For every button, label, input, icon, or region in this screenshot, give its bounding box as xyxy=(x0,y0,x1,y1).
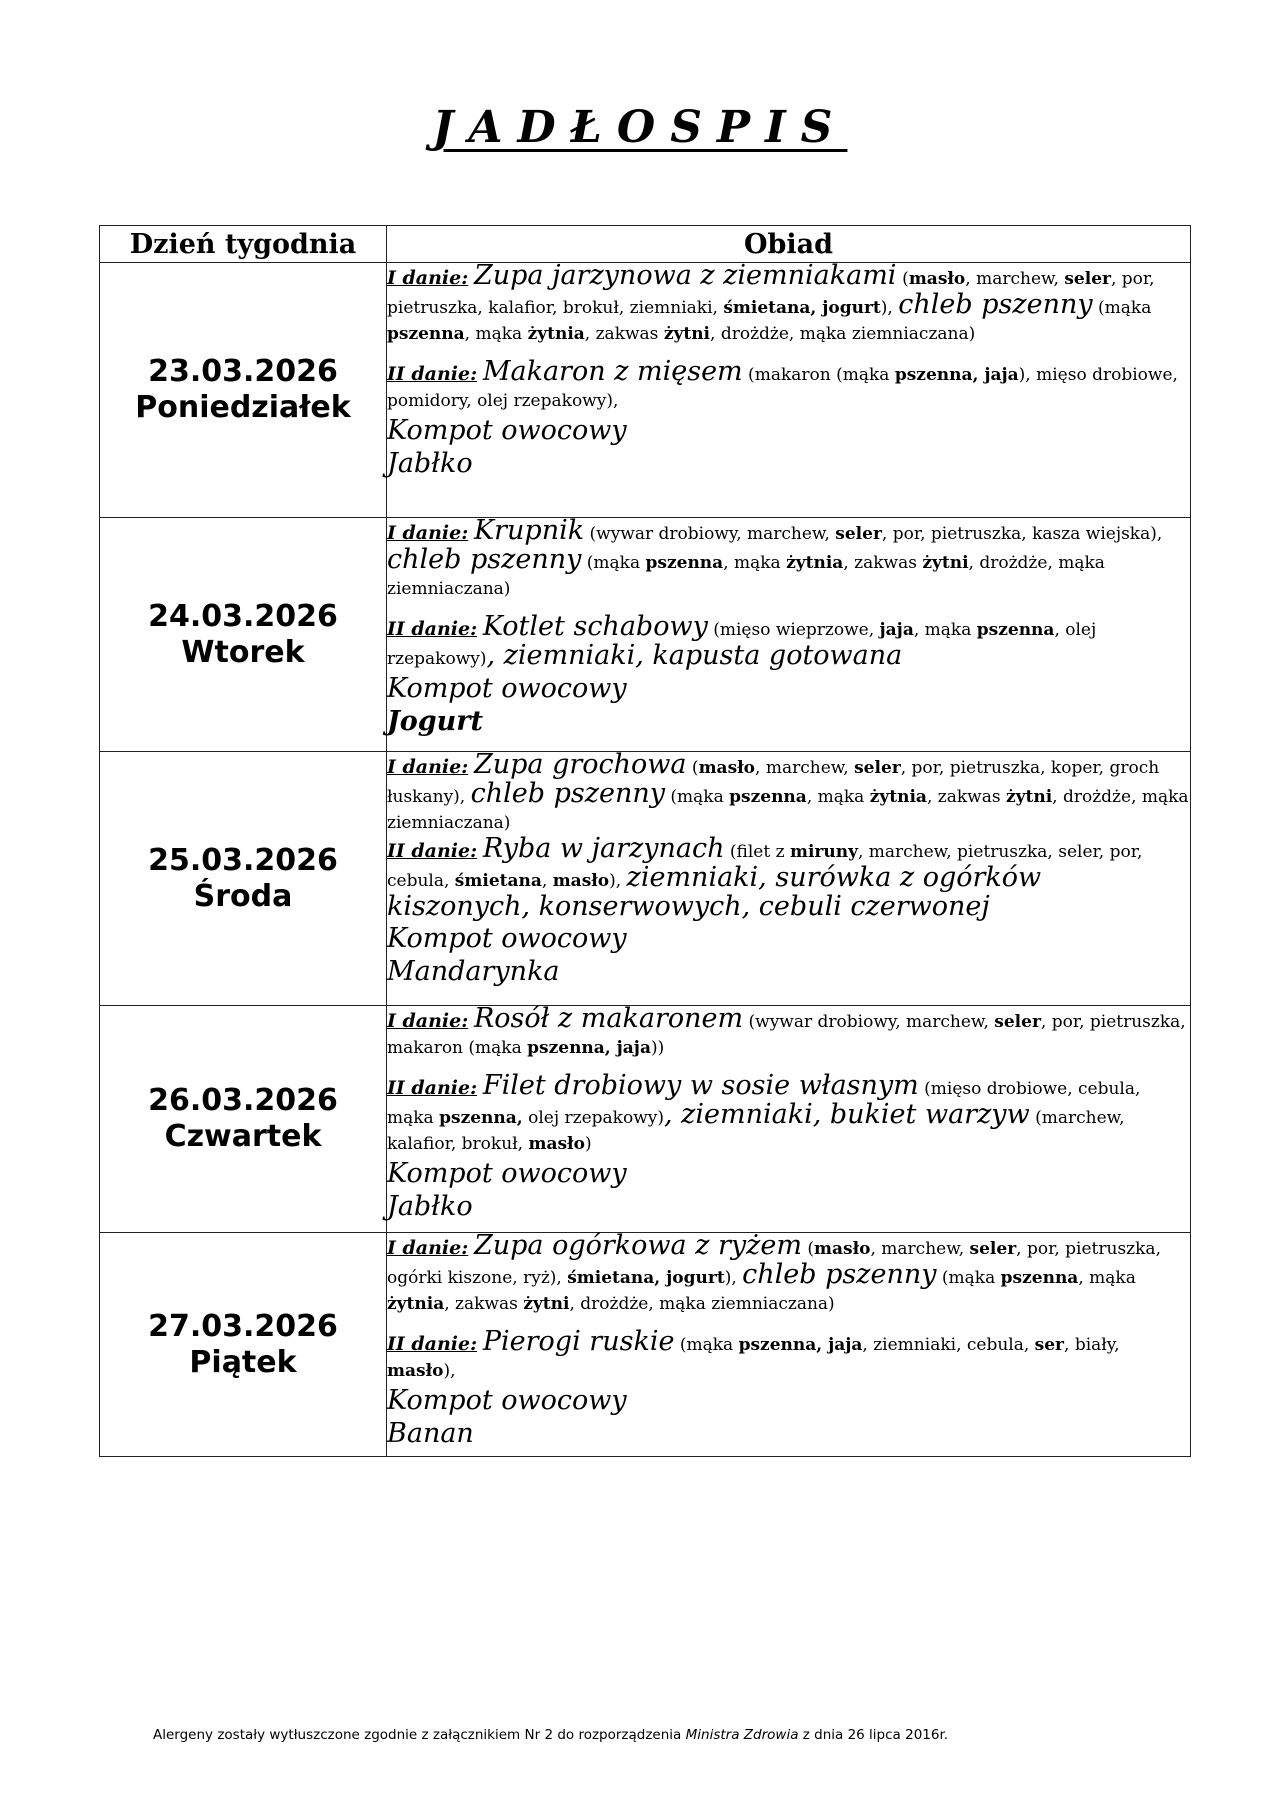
day-weekday: Czwartek xyxy=(164,1119,322,1154)
second-course: II danie: Pierogi ruskie (mąka pszenna, jaja, ziemniaki, cebula, ser, biały, masło), xyxy=(387,1326,1120,1381)
table-header-row xyxy=(100,226,1191,263)
day-date: 25.03.2026 xyxy=(148,842,338,878)
drink: Kompot owocowy xyxy=(387,923,627,954)
fruit: Jogurt xyxy=(387,706,483,737)
first-course: I danie: Rosół z makaronem (wywar drobiowy, marchew, seler, por, pietruszka, makaron (mąka pszenna, jaja)) xyxy=(387,1003,1186,1058)
fruit: Jabłko xyxy=(387,1191,473,1222)
second-course: II danie: Kotlet schabowy (mięso wieprzowe, jaja, mąka pszenna, olej rzepakowy), ziemniaki, kapusta gotowana xyxy=(387,611,1097,671)
second-course: II danie: Filet drobiowy w sosie własnym (mięso drobiowe, cebula, mąka pszenna, olej rzepakowy), ziemniaki, bukiet warzyw (marchew, kalafior, brokuł, masło) xyxy=(387,1070,1141,1154)
second-course: II danie: Ryba w jarzynach (filet z miruny, marchew, pietruszka, seler, por, cebula, śmietana, masło), ziemniaki, surówka z ogórków kiszonych, konserwowych, cebuli czerwonej xyxy=(387,833,1143,922)
day-cell xyxy=(100,263,387,518)
table-row xyxy=(100,1006,1191,1233)
first-course: I danie: Zupa jarzynowa z ziemniakami (masło, marchew, seler, por, pietruszka, kalafior, brokuł, ziemniaki, śmietana, jogurt), chleb pszenny (mąka pszenna, mąka żytnia, zakwas żytni, drożdże, mąka ziemniaczana) xyxy=(387,260,1155,344)
drink: Kompot owocowy xyxy=(387,415,627,446)
day-date: 27.03.2026 xyxy=(148,1308,338,1344)
day-weekday: Poniedziałek xyxy=(135,390,351,425)
day-weekday: Środa xyxy=(193,878,293,914)
meal-cell xyxy=(387,515,1191,752)
page-title: JADŁOSPIS xyxy=(432,102,848,153)
day-date: 24.03.2026 xyxy=(148,598,338,634)
day-date: 26.03.2026 xyxy=(148,1083,338,1118)
allergen-footnote: Alergeny zostały wytłuszczone zgodnie z załącznikiem Nr 2 do rozporządzenia Ministra Zdrowia z dnia 26 lipca 2016r. xyxy=(153,1727,949,1743)
header-day: Dzień tygodnia xyxy=(100,226,387,263)
day-cell xyxy=(100,752,387,1006)
day-weekday: Piątek xyxy=(189,1344,297,1380)
second-course: II danie: Makaron z mięsem (makaron (mąka pszenna, jaja), mięso drobiowe, pomidory, olej rzepakowy), xyxy=(387,356,1178,411)
table-row xyxy=(100,1233,1191,1457)
day-cell xyxy=(100,1233,387,1457)
table-row xyxy=(100,263,1191,518)
drink: Kompot owocowy xyxy=(387,1158,627,1189)
meal-cell xyxy=(387,1230,1191,1457)
table-row xyxy=(100,518,1191,752)
day-date: 23.03.2026 xyxy=(148,354,338,389)
first-course: I danie: Krupnik (wywar drobiowy, marchew, seler, por, pietruszka, kasza wiejska), chleb pszenny (mąka pszenna, mąka żytnia, zakwas żytni, drożdże, mąka ziemniaczana) xyxy=(387,515,1163,599)
table-row xyxy=(100,752,1191,1006)
fruit: Jabłko xyxy=(387,448,473,479)
first-course: I danie: Zupa ogórkowa z ryżem (masło, marchew, seler, por, pietruszka, ogórki kiszone, ryż), śmietana, jogurt), chleb pszenny (mąka pszenna, mąka żytnia, zakwas żytni, drożdże, mąka ziemniaczana) xyxy=(387,1230,1161,1314)
meal-cell xyxy=(387,749,1191,1006)
drink: Kompot owocowy xyxy=(387,673,627,704)
fruit: Banan xyxy=(387,1418,474,1449)
day-cell xyxy=(100,1006,387,1233)
drink: Kompot owocowy xyxy=(387,1385,627,1416)
header-meal: Obiad xyxy=(387,226,1191,263)
menu-table xyxy=(99,225,1191,1457)
meal-cell xyxy=(387,1003,1191,1233)
meal-cell xyxy=(387,260,1191,518)
fruit: Mandarynka xyxy=(387,956,560,987)
first-course: I danie: Zupa grochowa (masło, marchew, seler, por, pietruszka, koper, groch łuskany), chleb pszenny (mąka pszenna, mąka żytnia, zakwas żytni, drożdże, mąka ziemniaczana) xyxy=(387,749,1189,833)
day-weekday: Wtorek xyxy=(181,634,305,670)
day-cell xyxy=(100,518,387,752)
